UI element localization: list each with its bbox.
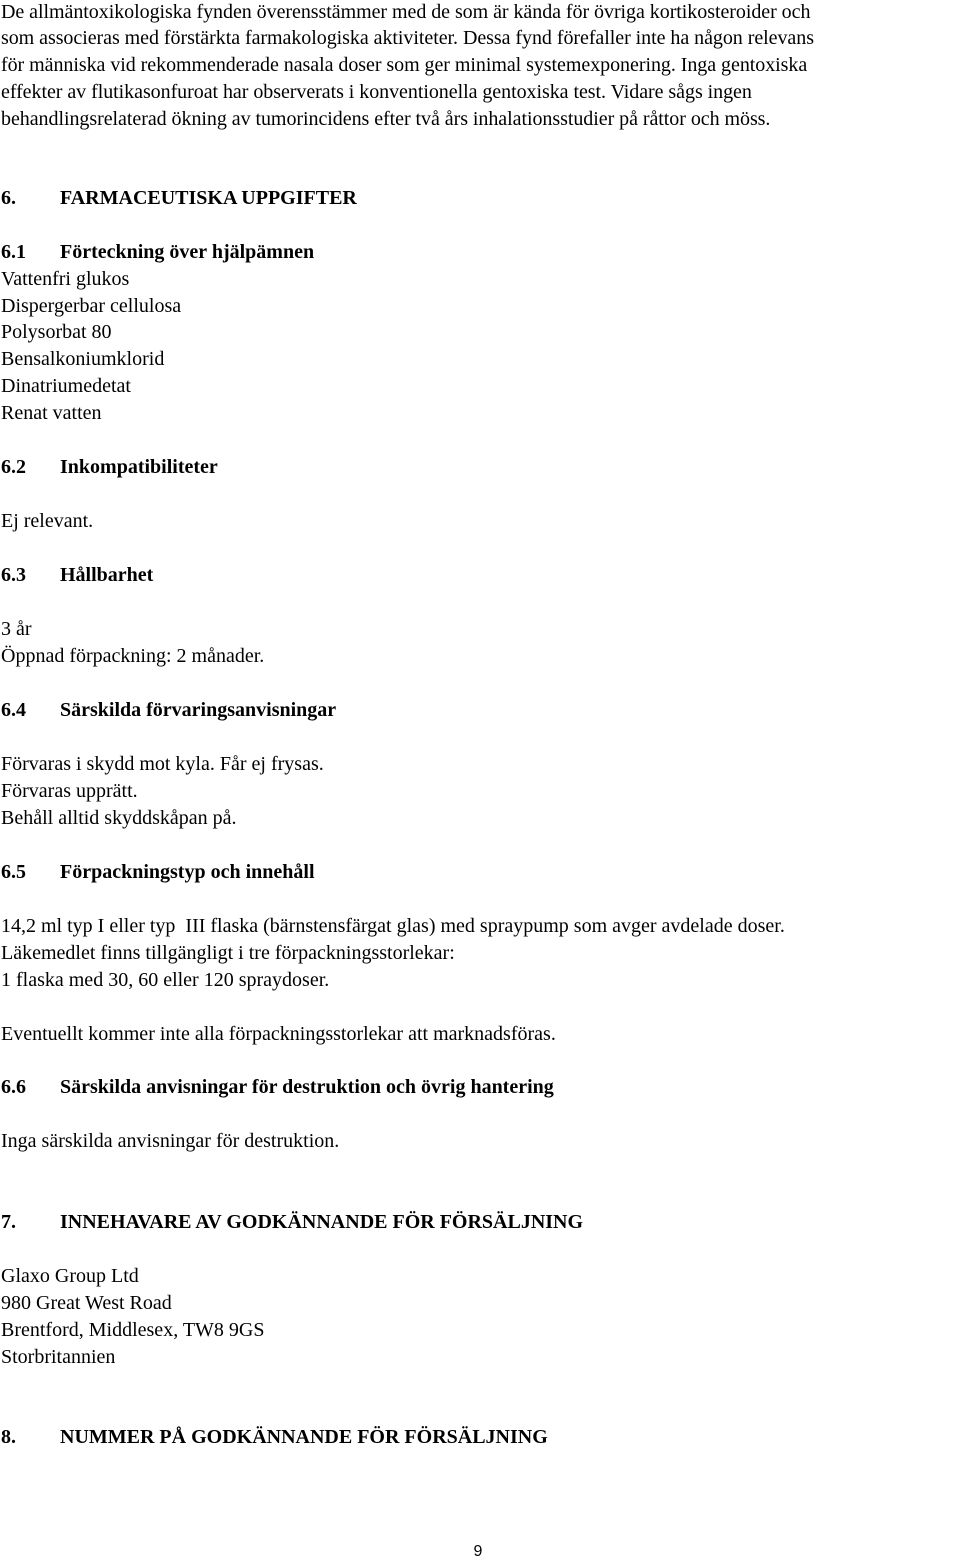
section-6-5-number: 6.5	[1, 861, 26, 883]
section-6-5-heading	[1, 860, 315, 884]
holder-address-line: Brentford, Middlesex, TW8 9GS	[1, 1319, 265, 1341]
section-6-4-heading	[1, 698, 336, 722]
excipient-item: Polysorbat 80	[1, 321, 112, 343]
section-6-6-text: Inga särskilda anvisningar för destruktion.	[1, 1130, 340, 1152]
intro-line-5: behandlingsrelaterad ökning av tumorincidens efter två års inhalationsstudier på råttor och möss.	[1, 108, 771, 130]
section-7-heading	[1, 1210, 583, 1234]
intro-line-3: för människa vid rekommenderade nasala doser som ger minimal systemexponering. Inga gentoxiska	[1, 54, 808, 76]
section-8-heading	[1, 1425, 548, 1449]
package-line: Läkemedlet finns tillgängligt i tre förpackningsstorlekar:	[1, 942, 455, 964]
section-6-6-title: Särskilda anvisningar för destruktion och övrig hantering	[60, 1076, 554, 1098]
holder-address-line: Storbritannien	[1, 1346, 116, 1368]
section-6-2-text: Ej relevant.	[1, 510, 94, 532]
package-line: 1 flaska med 30, 60 eller 120 spraydoser.	[1, 969, 330, 991]
excipient-item: Dispergerbar cellulosa	[1, 295, 182, 317]
section-6-6-heading	[1, 1075, 554, 1099]
section-6-1-number: 6.1	[1, 241, 26, 263]
section-6-number: 6.	[1, 187, 16, 209]
section-6-3-title: Hållbarhet	[60, 564, 154, 586]
section-6-2-heading	[1, 455, 218, 479]
shelf-life-line: 3 år	[1, 618, 32, 640]
excipient-item: Renat vatten	[1, 402, 102, 424]
section-6-4-number: 6.4	[1, 699, 26, 721]
section-6-2-title: Inkompatibiliteter	[60, 456, 218, 478]
excipient-item: Dinatriumedetat	[1, 375, 131, 397]
section-8-title: NUMMER PÅ GODKÄNNANDE FÖR FÖRSÄLJNING	[60, 1426, 548, 1448]
package-note: Eventuellt kommer inte alla förpackningsstorlekar att marknadsföras.	[1, 1023, 556, 1045]
page-number: 9	[473, 1543, 483, 1560]
excipient-item: Bensalkoniumklorid	[1, 348, 165, 370]
section-6-6-number: 6.6	[1, 1076, 26, 1098]
section-6-3-heading	[1, 563, 153, 587]
intro-line-4: effekter av flutikasonfuroat har observerats i konventionella gentoxiska test. Vidare sågs ingen	[1, 81, 752, 103]
section-8-number: 8.	[1, 1426, 16, 1448]
section-6-4-title: Särskilda förvaringsanvisningar	[60, 699, 337, 721]
package-line: 14,2 ml typ I eller typ III flaska (bärnstensfärgat glas) med spraypump som avger avdelade doser.	[1, 915, 785, 937]
section-6-1-heading	[1, 240, 314, 264]
storage-line: Förvaras upprätt.	[1, 780, 138, 802]
excipient-item: Vattenfri glukos	[1, 268, 130, 290]
section-7-number: 7.	[1, 1211, 16, 1233]
section-6-3-number: 6.3	[1, 564, 26, 586]
section-6-5-title: Förpackningstyp och innehåll	[60, 861, 315, 883]
section-6-heading	[1, 186, 357, 210]
section-7-title: INNEHAVARE AV GODKÄNNANDE FÖR FÖRSÄLJNING	[60, 1211, 584, 1233]
storage-line: Förvaras i skydd mot kyla. Får ej frysas.	[1, 753, 324, 775]
storage-line: Behåll alltid skyddskåpan på.	[1, 807, 237, 829]
section-6-2-number: 6.2	[1, 456, 26, 478]
holder-address-line: Glaxo Group Ltd	[1, 1265, 139, 1287]
holder-address-line: 980 Great West Road	[1, 1292, 172, 1314]
section-6-1-title: Förteckning över hjälpämnen	[60, 241, 315, 263]
shelf-life-line: Öppnad förpackning: 2 månader.	[1, 645, 265, 667]
section-6-title: FARMACEUTISKA UPPGIFTER	[60, 187, 357, 209]
intro-line-1: De allmäntoxikologiska fynden överensstämmer med de som är kända för övriga kortikosteroider och	[1, 1, 811, 23]
intro-line-2: som associeras med förstärkta farmakologiska aktiviteter. Dessa fynd förefaller inte ha någon relevans	[1, 27, 814, 49]
